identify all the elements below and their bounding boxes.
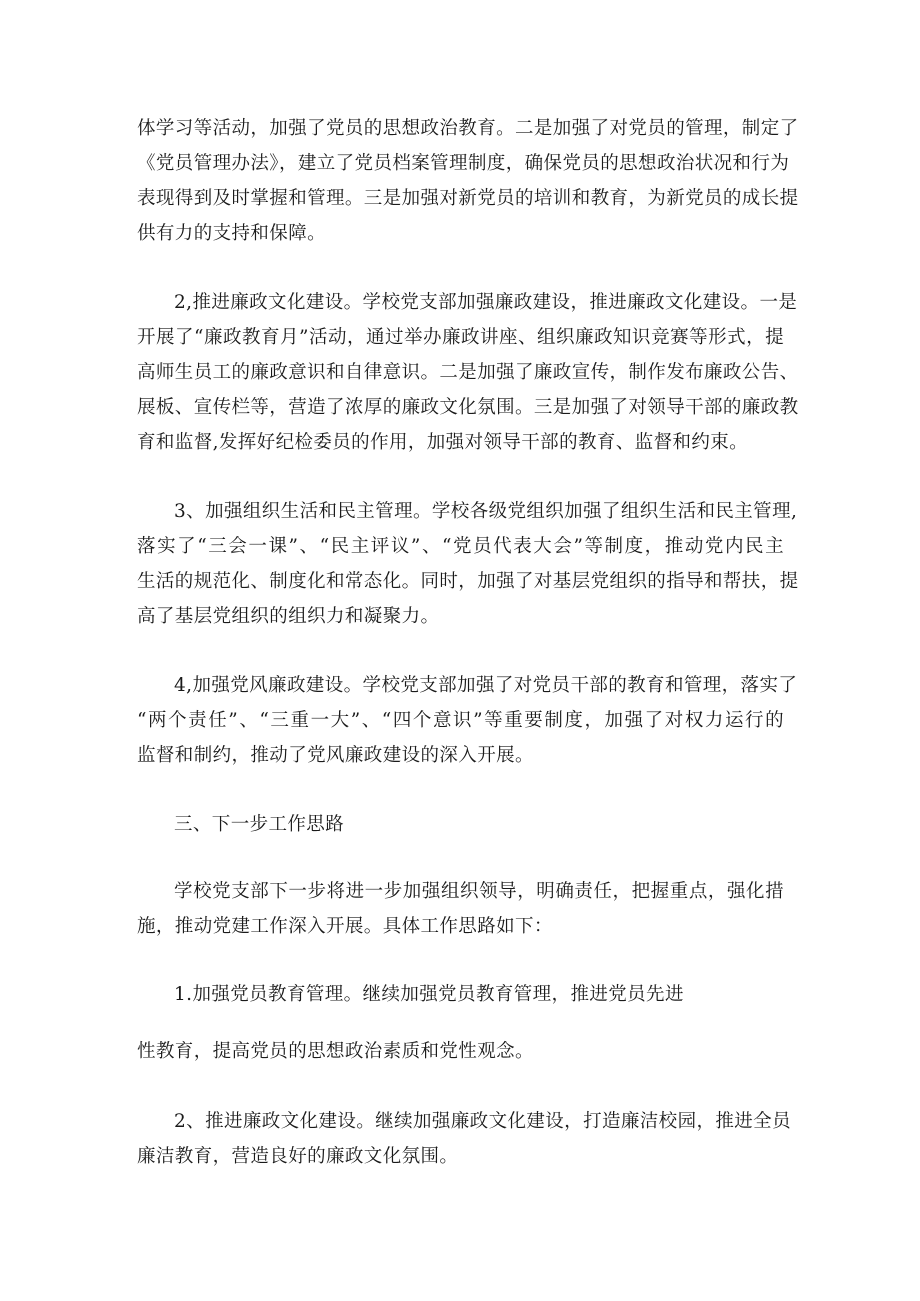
paragraph-item-2-line: 展板、宣传栏等，营造了浓厚的廉政文化氛围。三是加强了对领导干部的廉政教 — [137, 397, 799, 418]
paragraph-item-3-line: 落实了“三会一课”、“民主评议”、“党员代表大会”等制度，推动党内民主 — [137, 536, 784, 557]
section-heading: 三、下一步工作思路 — [174, 814, 345, 835]
paragraph-item-4-line: 4,加强党风廉政建设。学校党支部加强了对党员干部的教育和管理，落实了 — [174, 675, 798, 696]
paragraph-intro-line: 表现得到及时掌握和管理。三是加强对新党员的培训和教育，为新党员的成长提 — [137, 188, 799, 209]
paragraph-item-3-line: 高了基层党组织的组织力和凝聚力。 — [137, 606, 440, 627]
paragraph-item-2-line: 高师生员工的廉政意识和自律意识。二是加强了廉政宣传，制作发布廉政公告、 — [137, 362, 799, 383]
paragraph-next-steps-line: 施，推动党建工作深入开展。具体工作思路如下： — [137, 916, 553, 937]
paragraph-item-2-line: 开展了“廉政教育月”活动，通过举办廉政讲座、组织廉政知识竞赛等形式，提 — [137, 327, 784, 348]
paragraph-item-4-line: 监督和制约，推动了党风廉政建设的深入开展。 — [137, 745, 534, 766]
paragraph-intro-line: 体学习等活动，加强了党员的思想政治教育。二是加强了对党员的管理，制定了 — [137, 118, 799, 139]
paragraph-intro-line: 供有力的支持和保障。 — [137, 223, 327, 244]
paragraph-next-steps-line: 学校党支部下一步将进一步加强组织领导，明确责任，把握重点，强化措 — [174, 881, 784, 902]
paragraph-item-3-line: 3、加强组织生活和民主管理。学校各级党组织加强了组织生活和民主管理, — [174, 501, 798, 522]
paragraph-item-4-line: “两个责任”、“三重一大”、“四个意识”等重要制度，加强了对权力运行的 — [137, 710, 784, 731]
paragraph-intro-line: 《党员管理办法》，建立了党员档案管理制度，确保党员的思想政治状况和行为 — [137, 153, 790, 174]
paragraph-next-item-1-line: 1.加强党员教育管理。继续加强党员教育管理，推进党员先进 — [174, 984, 684, 1005]
paragraph-item-3-line: 生活的规范化、制度化和常态化。同时，加强了对基层党组织的指导和帮扶，提 — [137, 571, 799, 592]
paragraph-item-2-line: 2,推进廉政文化建设。学校党支部加强廉政建设，推进廉政文化建设。一是 — [174, 292, 798, 313]
paragraph-next-item-2-line: 2、推进廉政文化建设。继续加强廉政文化建设，打造廉洁校园，推进全员 — [174, 1111, 791, 1132]
paragraph-next-item-2-line: 廉洁教育，营造良好的廉政文化氛围。 — [137, 1146, 459, 1167]
paragraph-item-2-line: 育和监督,发挥好纪检委员的作用，加强对领导干部的教育、监督和约束。 — [137, 432, 749, 453]
paragraph-next-item-1-line: 性教育，提高党员的思想政治素质和党性观念。 — [137, 1041, 534, 1062]
